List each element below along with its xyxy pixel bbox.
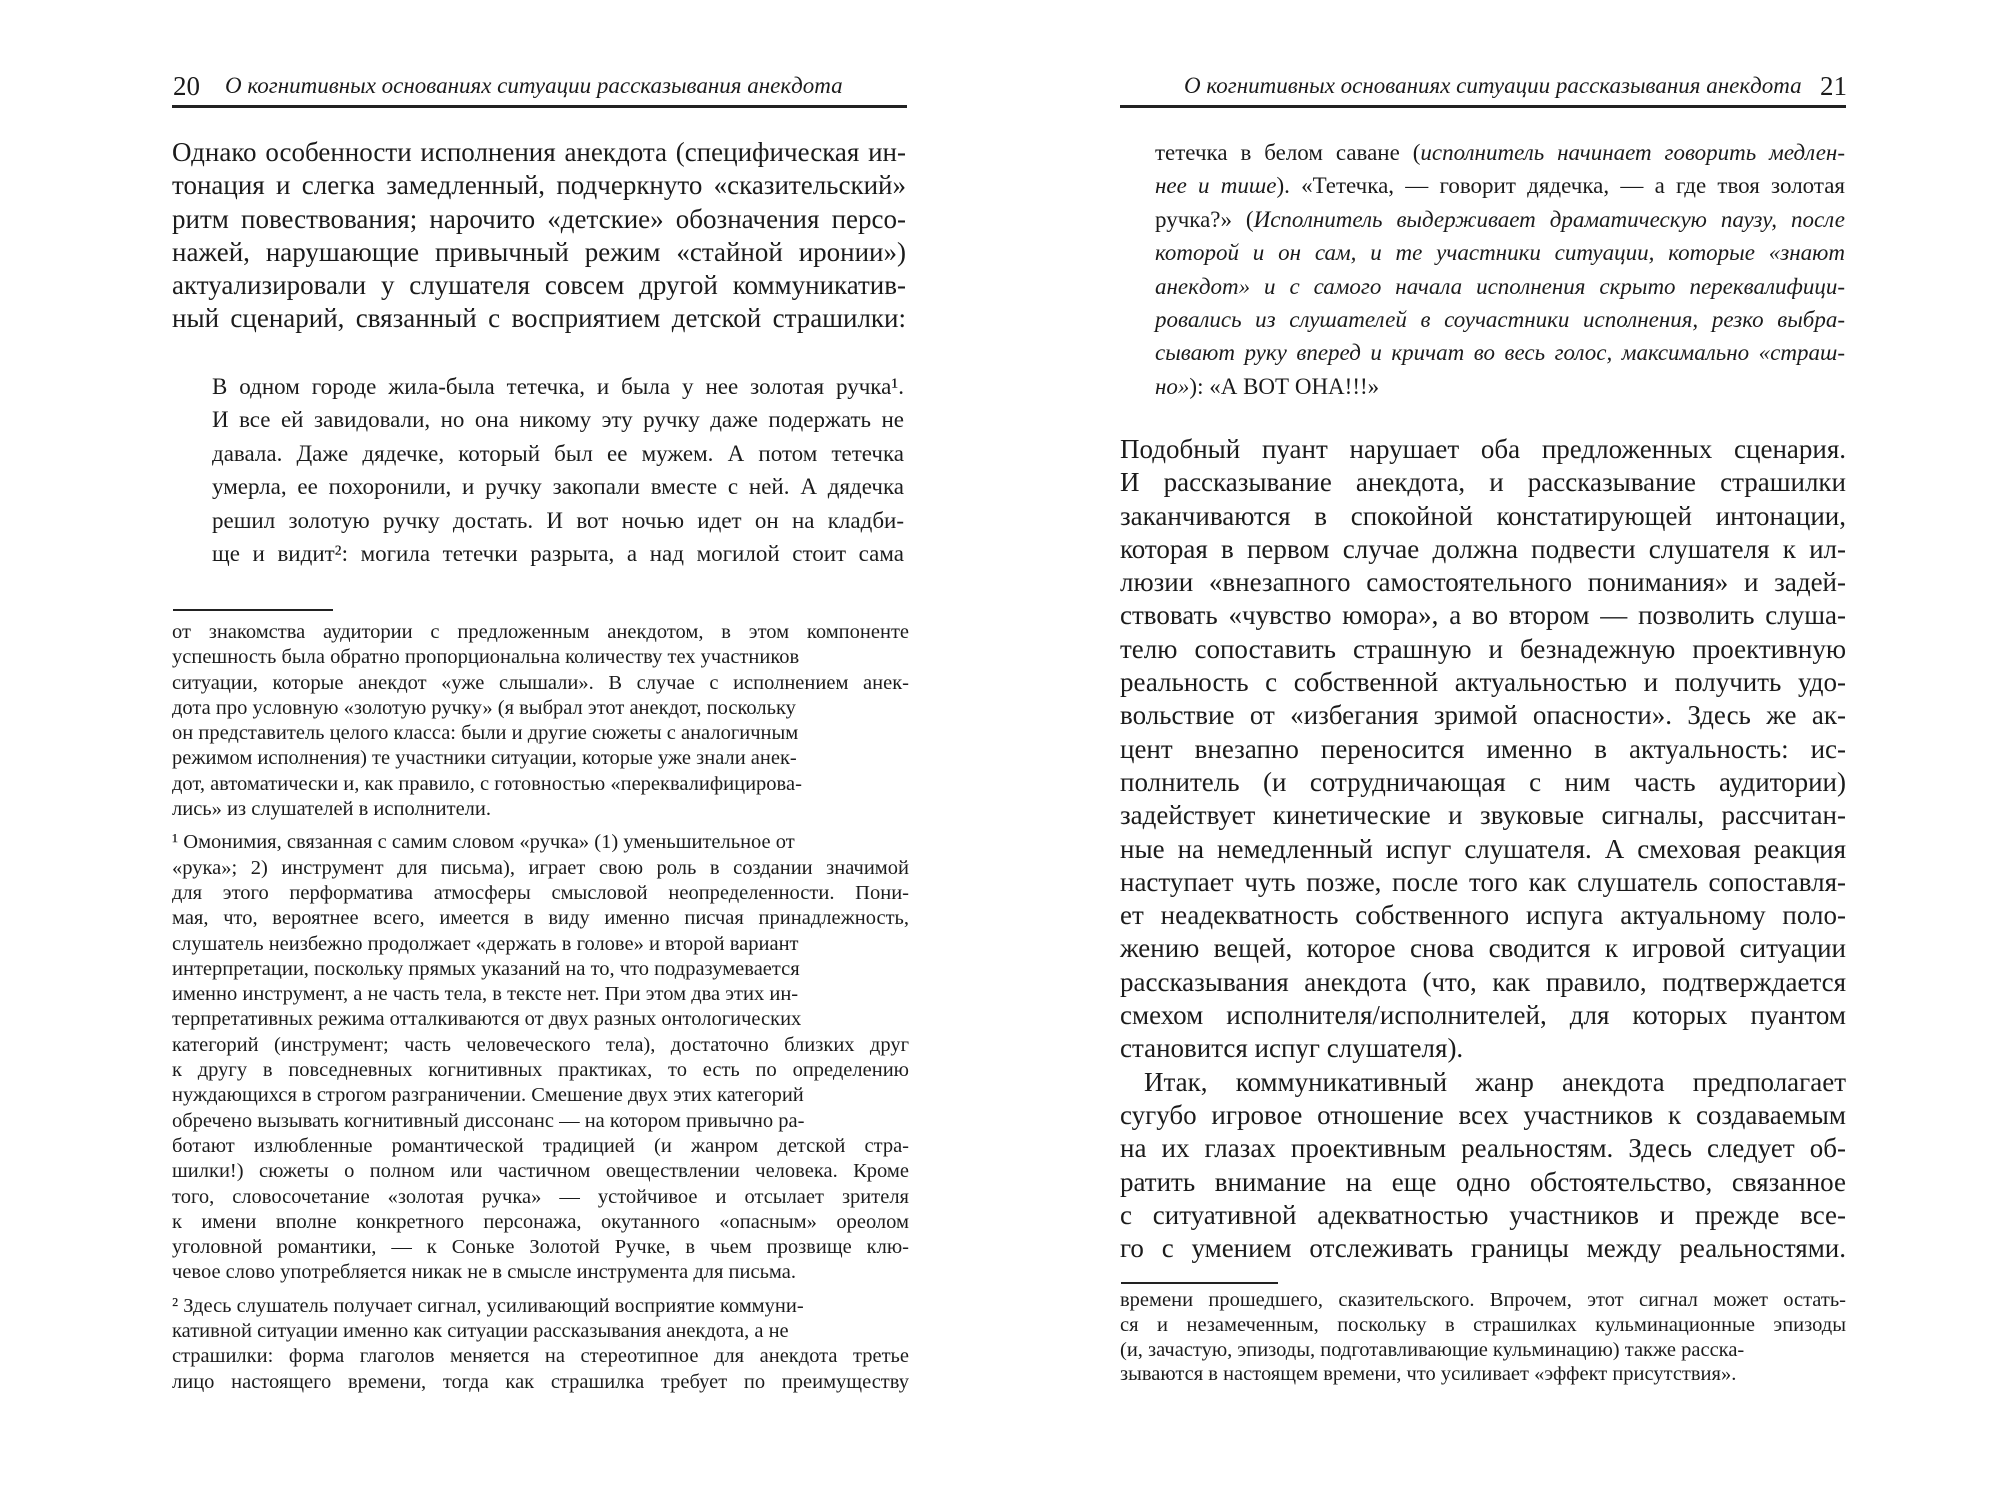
line-text: решил золотую ручку достать. И вот ночью идет он на кладби-: [212, 507, 904, 533]
line-text: люзии «внезапного самостоятельного понимания» и задей-: [1120, 567, 1846, 598]
line-text: давала. Даже дядечке, который был ее мужем. А потом тетечка: [212, 440, 904, 466]
line-text: к имени вполне конкретного персонажа, окутанного «опасным» ореолом: [172, 1210, 909, 1233]
line-text: с ситуативной адекватностью участников и прежде все-: [1120, 1199, 1846, 1230]
text-segment: тетечка в белом саване (: [1155, 140, 1421, 165]
line-text: ся и незамеченным, поскольку в страшилках кульминационные эпизоды: [1120, 1313, 1846, 1336]
text-line: [172, 169, 906, 202]
line-text: чевое слово употребляется никак не в смысле инструмента для письма.: [172, 1261, 796, 1284]
text-line: [1120, 932, 1846, 965]
line-text: актуализировали у слушателя совсем другой коммуникатив-: [172, 270, 906, 301]
footnote-continued: [172, 620, 909, 822]
line-text: кативной ситуации именно как ситуации рассказывания анекдота, а не: [172, 1320, 789, 1343]
line-text: успешность была обратно пропорциональна количеству тех участников: [172, 646, 800, 669]
italic-segment: сывают руку вперед и кричат во весь голос, максимально «страш-: [1155, 340, 1845, 366]
footnote-continued: [1120, 1288, 1846, 1387]
line-text: он представитель целого класса: были и другие сюжеты с аналогичным: [172, 722, 799, 745]
text-line: [1120, 599, 1846, 632]
line-text: того, словосочетание «золотая ручка» — устойчивое и отсылает зрителя: [172, 1185, 909, 1208]
line-text: Итак, коммуникативный жанр анекдота предполагает: [1144, 1066, 1846, 1097]
line-text: интерпретации, поскольку прямых указаний на то, что подразумевается: [172, 957, 800, 980]
text-line: [1155, 236, 1845, 269]
text-line: [1120, 899, 1846, 932]
italic-segment: нее и тише: [1155, 173, 1277, 199]
line-text: для этого перформатива атмосферы смысловой неопределенности. Пони-: [172, 881, 909, 904]
text-line: [172, 856, 909, 881]
text-line: [1120, 466, 1846, 499]
line-text: умерла, ее похоронили, и ручку закопали вместе с ней. А дядечка: [212, 474, 904, 500]
line-text: именно инструмент, а не часть тела, в тексте нет. При этом два этих ин-: [172, 983, 799, 1006]
line-text: лицо настоящего времени, тогда как страшилка требует по преимуществу: [172, 1370, 909, 1393]
line-text: рассказывания анекдота (что, как правило, подтверждается: [1120, 966, 1846, 997]
text-line: [172, 1083, 909, 1108]
line-text: к другу в повседневных когнитивных практиках, то есть по определению: [172, 1059, 909, 1082]
line-text: ситуации, которые анекдот «уже слышали». В случае с исполнением анек-: [172, 671, 909, 694]
line-text: ботают излюбленные романтической традицией (и жанром детской стра-: [172, 1134, 909, 1157]
line-text: слушатель неизбежно продолжает «держать в голове» и второй вариант: [172, 932, 799, 955]
line-text: мая, что, вероятнее всего, имеется в виду именно писчая принадлежность,: [172, 907, 909, 930]
text-line: [212, 403, 904, 436]
text-line: [172, 721, 909, 746]
line-text: ¹ Омонимия, связанная с самим словом «ручка» (1) уменьшительное от: [172, 831, 795, 854]
line-text: Подобный пуант нарушает оба предложенных сценария.: [1120, 434, 1846, 464]
text-line: [172, 1109, 909, 1134]
line-text: ще и видит²: могила тетечки разрыта, а над могилой стоит сама: [212, 540, 904, 566]
text-line: [1120, 766, 1846, 799]
line-text: зываются в настоящем времени, что усиливает «эффект присутствия».: [1120, 1363, 1737, 1386]
text-line: [172, 1058, 909, 1083]
line-text: обречено вызывать когнитивный диссонанс — на котором привычно ра-: [172, 1109, 805, 1132]
text-line: [1120, 433, 1846, 466]
text-line: [172, 797, 909, 822]
line-text: «рука»; 2) инструмент для письма), играет свою роль в создании значимой: [172, 856, 909, 879]
text-line: [172, 1235, 909, 1260]
text-line: [172, 982, 909, 1007]
text-line: [1120, 500, 1846, 533]
text-line: [172, 671, 909, 696]
text-line: [1120, 966, 1846, 999]
line-text: которая в первом случае должна подвести слушателя к ил-: [1120, 533, 1846, 564]
text-line: [1155, 169, 1845, 202]
text-line: [172, 1134, 909, 1159]
line-text: наступает чуть позже, после того как слушатель сопоставля-: [1120, 866, 1846, 897]
line-text: телю сопоставить страшную и безнадежную проективную: [1120, 633, 1846, 664]
text-line: [1120, 699, 1846, 732]
text-line: [172, 830, 909, 855]
line-text: терпретативных режима отталкиваются от двух разных онтологических: [172, 1008, 802, 1031]
italic-segment: ровались из слушателей в соучастники исполнения, резко выбра-: [1155, 306, 1845, 332]
line-text: категорий (инструмент; часть человеческого тела), достаточно близких друг: [172, 1033, 909, 1056]
line-text: уголовной романтики, — к Соньке Золотой Ручке, в чьем прозвище клю-: [172, 1236, 909, 1259]
text-line: [1120, 1132, 1846, 1165]
text-line: [172, 881, 909, 906]
text-line: [172, 236, 906, 269]
line-text: ные на немедленный испуг слушателя. А смеховая реакция: [1120, 833, 1846, 864]
text-segment: ). «Тетечка, — говорит дядечка, — а где твоя золотая: [1276, 173, 1845, 199]
page-number: 21: [1820, 71, 1847, 101]
text-segment: ручка?» (: [1155, 206, 1254, 232]
text-line: [212, 437, 904, 470]
italic-segment: анекдот» и с самого начала исполнения скрыто переквалифици-: [1155, 273, 1845, 299]
text-line: [172, 1370, 909, 1395]
footnote-2: [172, 1294, 909, 1395]
text-line: [212, 370, 904, 403]
body-paragraph: [1120, 1066, 1846, 1266]
text-line: [1120, 1288, 1846, 1313]
line-text: дот, автоматически и, как правило, с готовностью «переквалифицирова-: [172, 772, 802, 795]
line-text: ² Здесь слушатель получает сигнал, усиливающий восприятие коммуни-: [172, 1294, 804, 1317]
text-line: [1120, 1066, 1846, 1099]
line-text: жению вещей, которое снова сводится к игровой ситуации: [1120, 933, 1846, 964]
text-line: [1120, 1232, 1846, 1265]
block-quote: [1155, 136, 1845, 403]
text-line: [172, 1033, 909, 1058]
text-line: [172, 1210, 909, 1235]
line-text: ствовать «чувство юмора», а во втором — позволить слуша-: [1120, 600, 1846, 631]
line-text: времени прошедшего, сказительского. Впрочем, этот сигнал может остать-: [1120, 1289, 1846, 1311]
text-line: [172, 136, 906, 169]
text-line: [212, 504, 904, 537]
text-line: [172, 696, 909, 721]
line-text: ет неадекватность собственного испуга актуальному поло-: [1120, 900, 1846, 931]
line-text: нуждающихся в строгом разграничении. Смешение двух этих категорий: [172, 1084, 804, 1107]
line-text: становится испуг слушателя).: [1120, 1033, 1464, 1064]
text-line: [212, 470, 904, 503]
line-text: полнитель (и сотрудничающая с ним часть аудитории): [1120, 766, 1846, 797]
text-line: [1155, 303, 1845, 336]
text-line: [1120, 566, 1846, 599]
text-line: [1120, 733, 1846, 766]
header-rule: [172, 105, 907, 108]
line-text: шилки!) сюжеты о полном или частичном овеществлении человека. Кроме: [172, 1160, 909, 1183]
header-rule: [1120, 105, 1846, 108]
running-head: О когнитивных основаниях ситуации рассказывания анекдота: [1184, 73, 1802, 98]
line-text: страшилки: форма глаголов меняется на стереотипное для анекдота третье: [172, 1345, 909, 1368]
body-paragraph: [1120, 433, 1846, 1066]
text-line: [172, 203, 906, 236]
italic-segment: исполнитель начинает говорить медлен-: [1420, 140, 1845, 165]
line-text: В одном городе жила-была тетечка, и была у нее золотая ручка¹.: [212, 374, 904, 399]
line-text: задействует кинетические и звуковые сигналы, рассчитан-: [1120, 800, 1846, 831]
text-line: [1120, 1199, 1846, 1232]
text-line: [172, 1344, 909, 1369]
page-number: 20: [173, 71, 200, 101]
text-line: [172, 302, 906, 335]
text-line: [172, 957, 909, 982]
text-line: [172, 269, 906, 302]
text-line: [1120, 833, 1846, 866]
footnote-1: [172, 830, 909, 1285]
line-text: ритм повествования; нарочито «детские» обозначения персо-: [172, 203, 906, 234]
text-line: [172, 906, 909, 931]
text-line: [1120, 533, 1846, 566]
line-text: цент внезапно переносится именно в актуальность: ис-: [1120, 733, 1846, 764]
text-line: [1120, 633, 1846, 666]
line-text: лись» из слушателей в исполнители.: [172, 798, 492, 821]
line-text: Однако особенности исполнения анекдота (специфическая ин-: [172, 137, 906, 167]
line-text: от знакомства аудитории с предложенным анекдотом, в этом компоненте: [172, 621, 909, 643]
text-line: [172, 1294, 909, 1319]
text-line: [172, 932, 909, 957]
italic-segment: Исполнитель выдерживает драматическую паузу, после: [1253, 206, 1845, 232]
italic-segment: которой и он сам, и те участники ситуации, которые «знают: [1155, 240, 1845, 266]
italic-segment: но»: [1155, 373, 1190, 399]
block-quote: [212, 370, 904, 570]
footnotes: [172, 620, 909, 1395]
text-line: [172, 1159, 909, 1184]
text-line: [1120, 999, 1846, 1032]
line-text: И все ей завидовали, но она никому эту ручку даже подержать не: [212, 407, 904, 433]
running-head: О когнитивных основаниях ситуации рассказывания анекдота: [225, 73, 843, 98]
text-line: [1120, 1362, 1846, 1387]
text-line: [1155, 336, 1845, 369]
line-text: нажей, нарушающие привычный режим «стайной иронии»): [172, 236, 906, 267]
text-line: [1120, 1166, 1846, 1199]
line-text: дота про условную «золотую ручку» (я выбрал этот анекдот, поскольку: [172, 696, 796, 719]
line-text: режимом исполнения) те участники ситуации, которые уже знали анек-: [172, 747, 797, 770]
text-line: [1155, 136, 1845, 169]
text-segment: ): «А ВОТ ОНА!!!»: [1189, 373, 1380, 399]
text-line: [172, 1260, 909, 1285]
text-line: [172, 1185, 909, 1210]
text-line: [172, 772, 909, 797]
line-text: сугубо игровое отношение всех участников к создаваемым: [1120, 1099, 1846, 1130]
line-text: заканчиваются в спокойной констатирующей интонации,: [1120, 500, 1846, 531]
text-line: [1120, 1099, 1846, 1132]
text-line: [172, 1007, 909, 1032]
line-text: ный сценарий, связанный с восприятием детской страшилки:: [172, 303, 906, 334]
line-text: на их глазах проективным реальностям. Здесь следует об-: [1120, 1133, 1846, 1164]
line-text: го с умением отслеживать границы между реальностями.: [1120, 1233, 1846, 1264]
text-line: [1120, 866, 1846, 899]
line-text: И рассказывание анекдота, и рассказывание страшилки: [1120, 467, 1846, 498]
text-line: [172, 746, 909, 771]
line-text: ратить внимание на еще одно обстоятельство, связанное: [1120, 1166, 1846, 1197]
line-text: (и, зачастую, эпизоды, подготавливающие кульминацию) также расска-: [1120, 1338, 1745, 1361]
text-line: [172, 1319, 909, 1344]
body-text: [1120, 433, 1846, 1265]
text-line: [1120, 1032, 1846, 1065]
line-text: реальность с собственной актуальностью и получить удо-: [1120, 667, 1846, 698]
text-line: [172, 620, 909, 645]
text-line: [172, 645, 909, 670]
text-line: [1155, 270, 1845, 303]
footnote-rule: [1121, 1282, 1278, 1284]
text-line: [1120, 799, 1846, 832]
body-paragraph: [172, 136, 906, 336]
line-text: тонация и слегка замедленный, подчеркнуто «сказительский»: [172, 170, 906, 201]
text-line: [1155, 370, 1845, 403]
text-line: [1120, 1313, 1846, 1338]
footnote-rule: [173, 609, 333, 611]
text-line: [1155, 203, 1845, 236]
text-line: [1120, 666, 1846, 699]
line-text: смехом исполнителя/исполнителей, для которых пуантом: [1120, 1000, 1846, 1031]
line-text: вольствие от «избегания зримой опасности». Здесь же ак-: [1120, 700, 1846, 731]
text-line: [1120, 1338, 1846, 1363]
text-line: [212, 537, 904, 570]
